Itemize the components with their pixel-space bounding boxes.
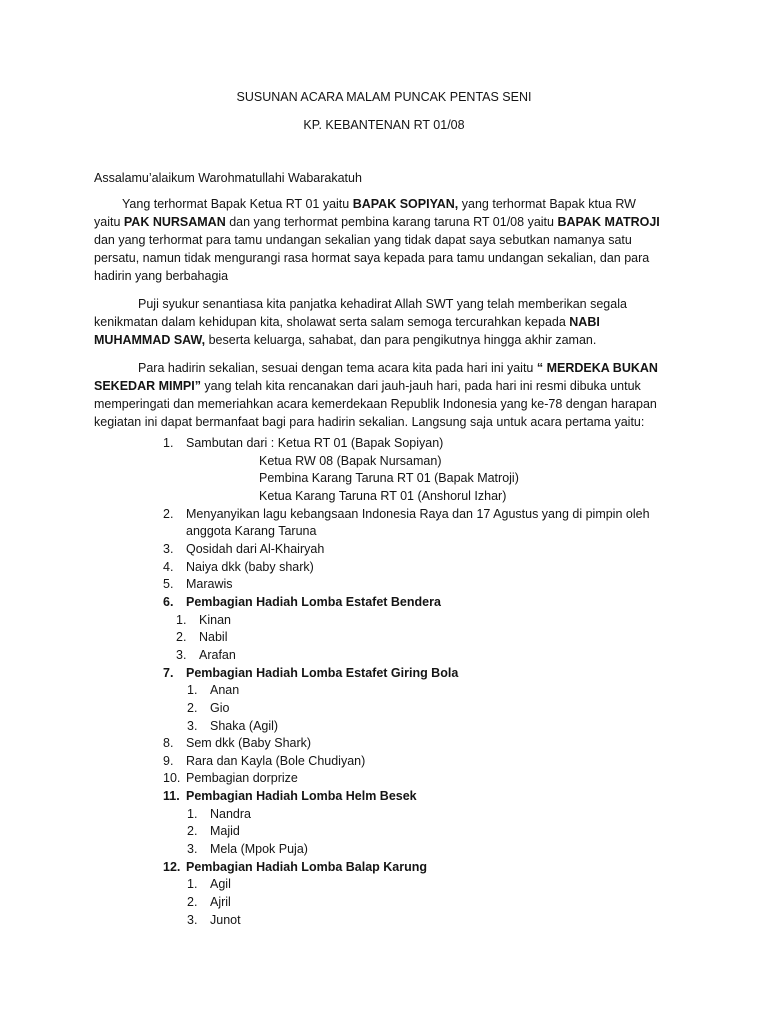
paragraph-line (94, 377, 658, 395)
agenda-item (0, 541, 768, 559)
winner-item (0, 700, 768, 718)
item-number: 5. (163, 577, 174, 592)
paragraph-theme (94, 359, 658, 431)
item-text: Rara dan Kayla (Bole Chudiyan) (186, 753, 366, 768)
agenda-item (0, 576, 768, 594)
item-text: Qosidah dari Al-Khairyah (186, 541, 325, 556)
paragraph-line (94, 413, 658, 431)
paragraph-text: dan yang terhormat pembina karang taruna RT 01/08 yaitu (225, 215, 558, 229)
item-text: Marawis (186, 577, 233, 592)
item-text: Sem dkk (Baby Shark) (186, 736, 312, 751)
document-title: SUSUNAN ACARA MALAM PUNCAK PENTAS SENI (236, 90, 532, 104)
paragraph-text: kenikmatan dalam kehidupan kita, sholawat serta salam semoga tercurahkan kepada (94, 315, 570, 329)
winner-rank: 3. (187, 912, 198, 927)
item-text: Ketua Karang Taruna RT 01 (Anshorul Izhar) (259, 488, 507, 503)
bold-name: BAPAK SOPIYAN, (352, 197, 459, 211)
paragraph-text: Puji syukur senantiasa kita panjatka kehadirat Allah SWT yang telah memberikan segala (138, 297, 627, 311)
item-number: 7. (163, 665, 174, 680)
winner-name: Gio (210, 700, 230, 715)
winner-name: Junot (210, 912, 241, 927)
item-number: 10. (163, 771, 181, 786)
winner-name: Shaka (Agil) (210, 718, 279, 733)
document-subtitle: KP. KEBANTENAN RT 01/08 (303, 118, 465, 132)
winner-item (0, 823, 768, 841)
agenda-item-continuation (0, 470, 768, 488)
winner-item (0, 629, 768, 647)
winner-rank: 2. (187, 824, 198, 839)
item-text: Pembagian dorprize (186, 771, 298, 786)
winner-name: Nabil (199, 630, 228, 645)
greeting: Assalamu’alaikum Warohmatullahi Wabarakatuh (94, 171, 362, 185)
item-text: Pembagian Hadiah Lomba Helm Besek (186, 789, 417, 804)
winner-rank: 1. (187, 877, 198, 892)
paragraph-opening (94, 195, 660, 285)
agenda-item (0, 559, 768, 577)
agenda-item-prize (0, 788, 768, 806)
paragraph-line (94, 295, 627, 313)
paragraph-line (94, 359, 658, 377)
winner-name: Majid (210, 824, 240, 839)
item-text: Sambutan dari : Ketua RT 01 (Bapak Sopiyan) (186, 436, 444, 450)
paragraph-line (94, 313, 627, 331)
item-text: anggota Karang Taruna (186, 524, 317, 539)
paragraph-line (94, 395, 658, 413)
paragraph-line (94, 213, 660, 231)
paragraph-gratitude (94, 295, 627, 349)
agenda-item-continuation (0, 453, 768, 471)
item-text: Menyanyikan lagu kebangsaan Indonesia Raya dan 17 Agustus yang di pimpin oleh (186, 506, 650, 521)
bold-theme: SEKEDAR MIMPI” (94, 379, 201, 393)
agenda-item (0, 753, 768, 771)
winner-rank: 3. (187, 842, 198, 857)
winner-item (0, 876, 768, 894)
paragraph-text: kegiatan ini dapat bermanfaat bagi para hadirin sekalian. Langsung saja untuk acara pertama yaitu: (94, 415, 645, 429)
paragraph-text: memperingati dan memeriahkan acara kemerdekaan Republik Indonesia yang ke-78 dengan harapan (94, 397, 657, 411)
item-number: 6. (163, 594, 174, 609)
bold-theme: “ MERDEKA BUKAN (536, 361, 658, 375)
winner-rank: 1. (176, 612, 187, 627)
paragraph-text: Yang terhormat Bapak Ketua RT 01 yaitu (122, 197, 353, 211)
paragraph-text: Para hadirin sekalian, sesuai dengan tema acara kita pada hari ini yaitu (138, 361, 537, 375)
agenda-item (0, 735, 768, 753)
paragraph-text: hadirin yang berbahagia (94, 269, 229, 283)
item-number: 1. (163, 436, 174, 450)
winner-item (0, 612, 768, 630)
paragraph-line (94, 331, 627, 349)
item-text: Pembagian Hadiah Lomba Estafet Giring Bola (186, 665, 459, 680)
item-number: 3. (163, 541, 174, 556)
winner-item (0, 806, 768, 824)
agenda-item-prize (0, 859, 768, 877)
item-text: Pembagian Hadiah Lomba Estafet Bendera (186, 594, 441, 609)
paragraph-text: dan yang terhormat para tamu undangan sekalian yang tidak dapat saya sebutkan namanya satu (94, 233, 632, 247)
winner-name: Arafan (199, 647, 236, 662)
winner-item (0, 647, 768, 665)
winner-item (0, 912, 768, 930)
winner-rank: 2. (176, 630, 187, 645)
winner-name: Mela (Mpok Puja) (210, 842, 308, 857)
item-number: 4. (163, 559, 174, 574)
paragraph-line (94, 231, 660, 249)
winner-name: Ajril (210, 895, 231, 910)
paragraph-line (94, 195, 660, 213)
paragraph-line (94, 267, 660, 285)
paragraph-text: beserta keluarga, sahabat, dan para pengikutnya hingga akhir zaman. (205, 333, 597, 347)
paragraph-text: yang terhormat Bapak ktua RW (458, 197, 636, 211)
agenda-item-continuation (0, 488, 768, 506)
winner-name: Kinan (199, 612, 231, 627)
item-number: 2. (163, 506, 174, 521)
item-number: 8. (163, 736, 174, 751)
paragraph-text: yang telah kita rencanakan dari jauh-jauh hari, pada hari ini resmi dibuka untuk (200, 379, 641, 393)
winner-item (0, 894, 768, 912)
bold-name: PAK NURSAMAN (123, 215, 226, 229)
item-number: 9. (163, 753, 174, 768)
winner-item (0, 718, 768, 736)
paragraph-text: yaitu (94, 215, 124, 229)
item-number: 12. (163, 859, 181, 874)
item-number: 11. (163, 789, 180, 804)
winner-rank: 3. (187, 718, 198, 733)
item-text: Pembagian Hadiah Lomba Balap Karung (186, 859, 428, 874)
agenda-item-prize (0, 594, 768, 612)
agenda-item-prize (0, 665, 768, 683)
bold-name: MUHAMMAD SAW, (94, 333, 206, 347)
winner-item (0, 841, 768, 859)
agenda-item (0, 435, 768, 453)
agenda-item (0, 770, 768, 788)
winner-name: Anan (210, 683, 240, 698)
agenda-item-continuation (0, 523, 768, 541)
winner-rank: 2. (187, 700, 198, 715)
winner-rank: 1. (187, 806, 198, 821)
bold-name: BAPAK MATROJI (557, 215, 660, 229)
winner-name: Nandra (210, 806, 251, 821)
winner-rank: 2. (187, 895, 198, 910)
agenda-list (0, 435, 768, 929)
item-text: Ketua RW 08 (Bapak Nursaman) (259, 453, 442, 468)
bold-name: NABI (569, 315, 600, 329)
winner-rank: 3. (176, 647, 187, 662)
item-text: Pembina Karang Taruna RT 01 (Bapak Matroji) (259, 471, 519, 486)
paragraph-text: persatu, namun tidak mengurangi rasa hormat saya kepada para tamu undangan sekalian, dan para (94, 251, 650, 265)
winner-item (0, 682, 768, 700)
agenda-item (0, 506, 768, 524)
paragraph-line (94, 249, 660, 267)
winner-name: Agil (210, 877, 231, 892)
item-text: Naiya dkk (baby shark) (186, 559, 314, 574)
winner-rank: 1. (187, 683, 198, 698)
